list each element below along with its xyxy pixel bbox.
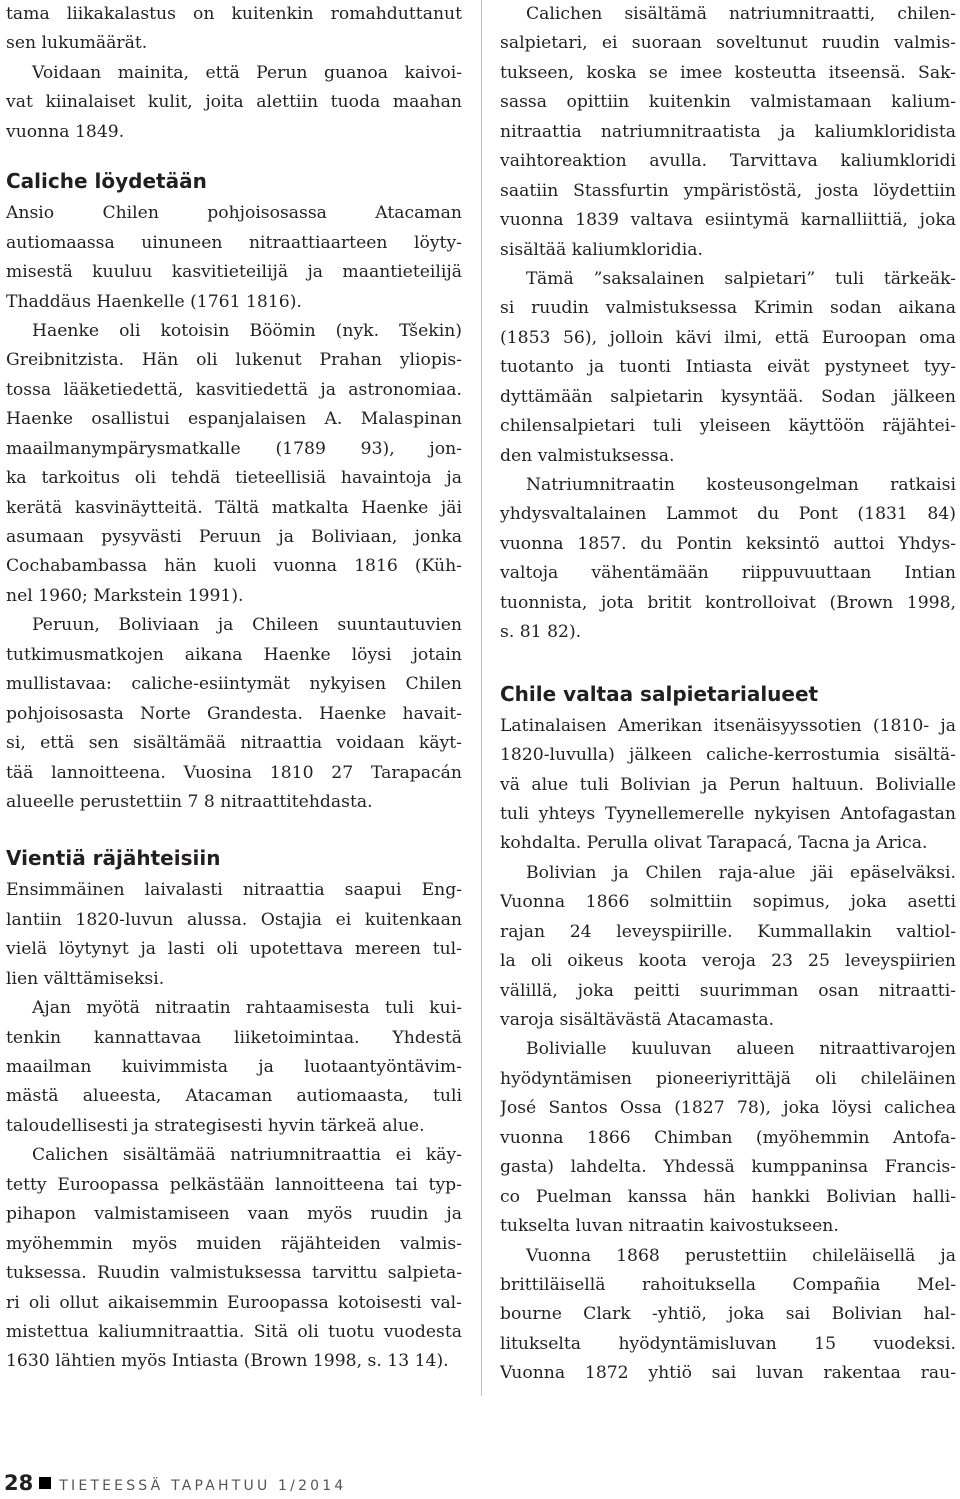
text-line: ri oli ollut aikaisemmin Euroopassa kotoisesti val- (6, 1292, 462, 1313)
text-line: maailmanympärysmatkalle (1789 93), jon- (6, 438, 462, 459)
text-line: tossa lääketiedettä, kasvitiedettä ja astronomiaa. (6, 379, 462, 400)
text-line: vuonna 1839 valtava esiintymä karnalliittiä, joka (500, 210, 956, 231)
text-line: maailman kuivimmista ja luotaantyöntävim- (6, 1057, 462, 1077)
paragraph (6, 317, 462, 611)
text-line: myöhemmin myös muiden räjähteiden valmis- (6, 1233, 462, 1254)
text-line: (1853 56), jolloin kävi ilmi, että Euroopan oma (500, 327, 956, 348)
paragraph (500, 265, 956, 471)
text-line: gasta) lahdelta. Yhdessä kumppaninsa Francis- (500, 1157, 956, 1178)
text-line: Haenke oli kotoisin Böömin (nyk. Tšekin) (32, 320, 462, 341)
text-line: Cochabambassa hän kuoli vuonna 1816 (Küh- (6, 556, 462, 577)
right-column (500, 0, 956, 1389)
section-heading: Vientiä räjähteisiin (6, 846, 221, 871)
text-line: nitraattia natriumnitraatista ja kaliumkloridista (500, 121, 956, 142)
text-line: vuonna 1849. (6, 121, 125, 142)
text-line: mullistavaa: caliche-esiintymät nykyisen Chilen (6, 674, 462, 695)
section-heading: Chile valtaa salpietarialueet (500, 681, 819, 706)
text-line: Bolivian ja Chilen raja-alue jäi epäselväksi. (526, 862, 956, 883)
text-line: tutkimusmatkojen aikana Haenke löysi jotain (6, 644, 462, 665)
text-line: tetty Euroopassa pelkästään lannoitteena tai typ- (6, 1174, 462, 1195)
text-line: tuksessa. Ruudin valmistuksessa tarvittu salpieta- (6, 1263, 462, 1284)
text-line: Ajan myötä nitraatin rahtaamisesta tuli kui- (32, 998, 462, 1019)
text-line: tukseen, koska se imee kosteutta itseensä. Sak- (500, 62, 956, 83)
paragraph (6, 199, 462, 317)
text-line: Natriumnitraatin kosteusongelman ratkaisi (526, 475, 956, 495)
text-line: Vuonna 1866 solmittiin sopimus, joka asetti (500, 892, 956, 913)
text-line: tuonnista, jota britit kontrolloivat (Brown 1998, (500, 592, 956, 613)
column-divider (481, 0, 482, 1396)
text-line: la oli oikeus koota veroja 23 25 leveyspiirien (500, 951, 956, 972)
text-line: Bolivialle kuuluvan alueen nitraattivarojen (526, 1039, 956, 1060)
spacer (500, 648, 956, 677)
text-line: Vuonna 1868 perustettiin chileläisellä ja (526, 1245, 956, 1266)
text-line: tukselta luvan nitraatin kaivostukseen. (500, 1216, 839, 1237)
text-line: vat kiinalaiset kulit, joita alettiin tuoda maahan (6, 92, 462, 113)
text-line: tuli yhteys Tyynellemerelle nykyisen Antofagastan (500, 803, 956, 824)
square-bullet-icon (39, 1477, 51, 1489)
text-line: nel 1960; Markstein 1991). (6, 585, 244, 606)
text-line: José Santos Ossa (1827 78), joka löysi calichea (500, 1098, 956, 1119)
text-line: kerätä kasvinäytteitä. Tältä matkalta Haenke jäi (6, 497, 462, 518)
text-line: lien välttämiseksi. (6, 968, 165, 989)
text-line: s. 81 82). (500, 622, 582, 643)
text-line: Voidaan mainita, että Perun guanoa kaivoi- (32, 62, 462, 83)
text-line: si ruudin valmistuksessa Krimin sodan aikana (500, 298, 956, 319)
text-line: Calichen sisältämää natriumnitraattia ei käy- (32, 1145, 462, 1166)
text-line: Calichen sisältämä natriumnitraatti, chilen- (526, 4, 956, 24)
text-line: taloudellisesti ja strategisesti hyvin tärkeä alue. (6, 1115, 425, 1136)
text-line: mästä alueesta, Atacaman autiomaasta, tuli (6, 1086, 462, 1107)
text-line: asumaan pysyvästi Peruun ja Boliviaan, jonka (6, 527, 462, 547)
text-line: välillä, joka peitti suurimman osan nitraatti- (500, 980, 956, 1001)
text-line: vä alue tuli Bolivian ja Perun haltuun. Bolivialle (500, 774, 956, 795)
text-line: Tämä ”saksalainen salpietari” tuli tärkeäk- (526, 268, 956, 289)
text-line: bourne Clark -yhtiö, joka sai Bolivian hal- (500, 1304, 956, 1325)
paragraph (6, 0, 462, 59)
text-line: vuonna 1866 Chimban (myöhemmin Antofa- (500, 1127, 956, 1148)
text-line: vaihtoreaktion avulla. Tarvittava kaliumkloridi (500, 151, 956, 172)
spacer (6, 817, 462, 841)
text-line: mistettua kaliumnitraattia. Sitä oli tuotu vuodesta (6, 1321, 462, 1342)
paragraph (500, 1035, 956, 1241)
spacer (6, 147, 462, 164)
text-line: Ansio Chilen pohjoisosassa Atacaman (6, 203, 462, 224)
text-line: sen lukumäärät. (6, 33, 148, 54)
text-line: chilensalpietari tuli yleiseen käyttöön räjähtei- (500, 416, 956, 437)
text-line: pihapon valmistamiseen vaan myös ruudin ja (6, 1204, 462, 1225)
paragraph (500, 859, 956, 1036)
paragraph (6, 59, 462, 147)
text-line: rajan 24 leveyspiirille. Kummallakin valtiol- (500, 921, 956, 942)
text-line: saatiin Stassfurtin ympäristöstä, josta löydettiin (500, 180, 956, 201)
text-line: alueelle perustettiin 7 8 nitraattitehdasta. (6, 791, 373, 812)
page-number: 28 (4, 1471, 34, 1495)
text-line: litukselta hyödyntämisluvan 15 vuodeksi. (500, 1333, 956, 1354)
text-line: tää lannoitteena. Vuosina 1810 27 Tarapacán (6, 762, 462, 783)
paragraph (6, 1141, 462, 1377)
paragraph (6, 876, 462, 994)
text-line: hyödyntämisen pioneeriyrittäjä oli chileläinen (500, 1068, 956, 1089)
text-line: salpietari, ei suoraan soveltunut ruudin valmis- (500, 33, 956, 54)
paragraph (500, 712, 956, 859)
text-line: sassa opittiin kuitenkin valmistamaan kalium- (500, 92, 956, 113)
text-line: ka tarkoitus oli tehdä tieteellisiä havaintoja ja (6, 468, 462, 489)
section-heading: Caliche löydetään (6, 169, 207, 194)
paragraph (6, 611, 462, 817)
text-line: vuonna 1857. du Pontin keksintö auttoi Yhdys- (500, 533, 956, 554)
text-line: autiomaassa uinuneen nitraattiaarteen löyty- (6, 232, 462, 253)
text-line: den valmistuksessa. (500, 445, 675, 466)
text-line: varoja sisältävästä Atacamasta. (500, 1010, 775, 1030)
text-line: Peruun, Boliviaan ja Chileen suuntautuvien (32, 615, 462, 636)
text-line: kohdalta. Perulla olivat Tarapacá, Tacna ja Arica. (500, 833, 928, 854)
magazine-name: TIETEESSÄ TAPAHTUU 1/2014 (59, 1478, 347, 1494)
text-line: tama liikakalastus on kuitenkin romahduttanut (6, 4, 462, 24)
paragraph (500, 471, 956, 648)
page-footer (4, 1470, 347, 1496)
text-line: misestä kuuluu kasvitieteilijä ja maantieteilijä (6, 262, 462, 283)
left-column (6, 0, 462, 1377)
text-line: brittiläisellä rahoituksella Compañia Mel- (500, 1274, 956, 1295)
text-line: dyttämään salpietarin kysyntää. Sodan jälkeen (500, 386, 956, 407)
text-line: co Puelman kanssa hän hankki Bolivian halli- (500, 1186, 956, 1207)
paragraph (6, 994, 462, 1141)
text-line: si, että sen sisältämää nitraattia voidaan käyt- (6, 733, 462, 754)
text-line: pohjoisosasta Norte Grandesta. Haenke havait- (6, 703, 462, 724)
text-line: lantiin 1820-luvun alussa. Ostajia ei kuitenkaan (6, 909, 462, 930)
text-line: sisältää kaliumkloridia. (500, 239, 703, 260)
text-line: Vuonna 1872 yhtiö sai luvan rakentaa rau- (500, 1363, 956, 1384)
text-line: vielä löytynyt ja lasti oli upotettava mereen tul- (6, 939, 462, 960)
text-line: tenkin kannattavaa liiketoimintaa. Yhdestä (6, 1027, 462, 1048)
text-line: yhdysvaltalainen Lammot du Pont (1831 84) (500, 504, 956, 525)
text-line: Thaddäus Haenkelle (1761 1816). (6, 291, 302, 312)
text-line: 1820-luvulla) jälkeen caliche-kerrostumia sisältä- (500, 745, 956, 766)
text-line: 1630 lähtien myös Intiasta (Brown 1998, s. 13 14). (6, 1351, 449, 1372)
paragraph (500, 1242, 956, 1389)
text-line: tuotanto ja tuonti Intiasta eivät pystyneet tyy- (500, 357, 956, 378)
text-line: Haenke osallistui espanjalaisen A. Malaspinan (6, 409, 462, 430)
text-line: Greibnitzista. Hän oli lukenut Prahan yliopis- (6, 350, 462, 371)
text-line: Ensimmäinen laivalasti nitraattia saapui Eng- (6, 880, 462, 901)
text-line: Latinalaisen Amerikan itsenäisyyssotien (1810- ja (500, 715, 956, 736)
text-line: valtoja vähentämään riippuvuuttaan Intian (500, 563, 956, 584)
paragraph (500, 0, 956, 265)
